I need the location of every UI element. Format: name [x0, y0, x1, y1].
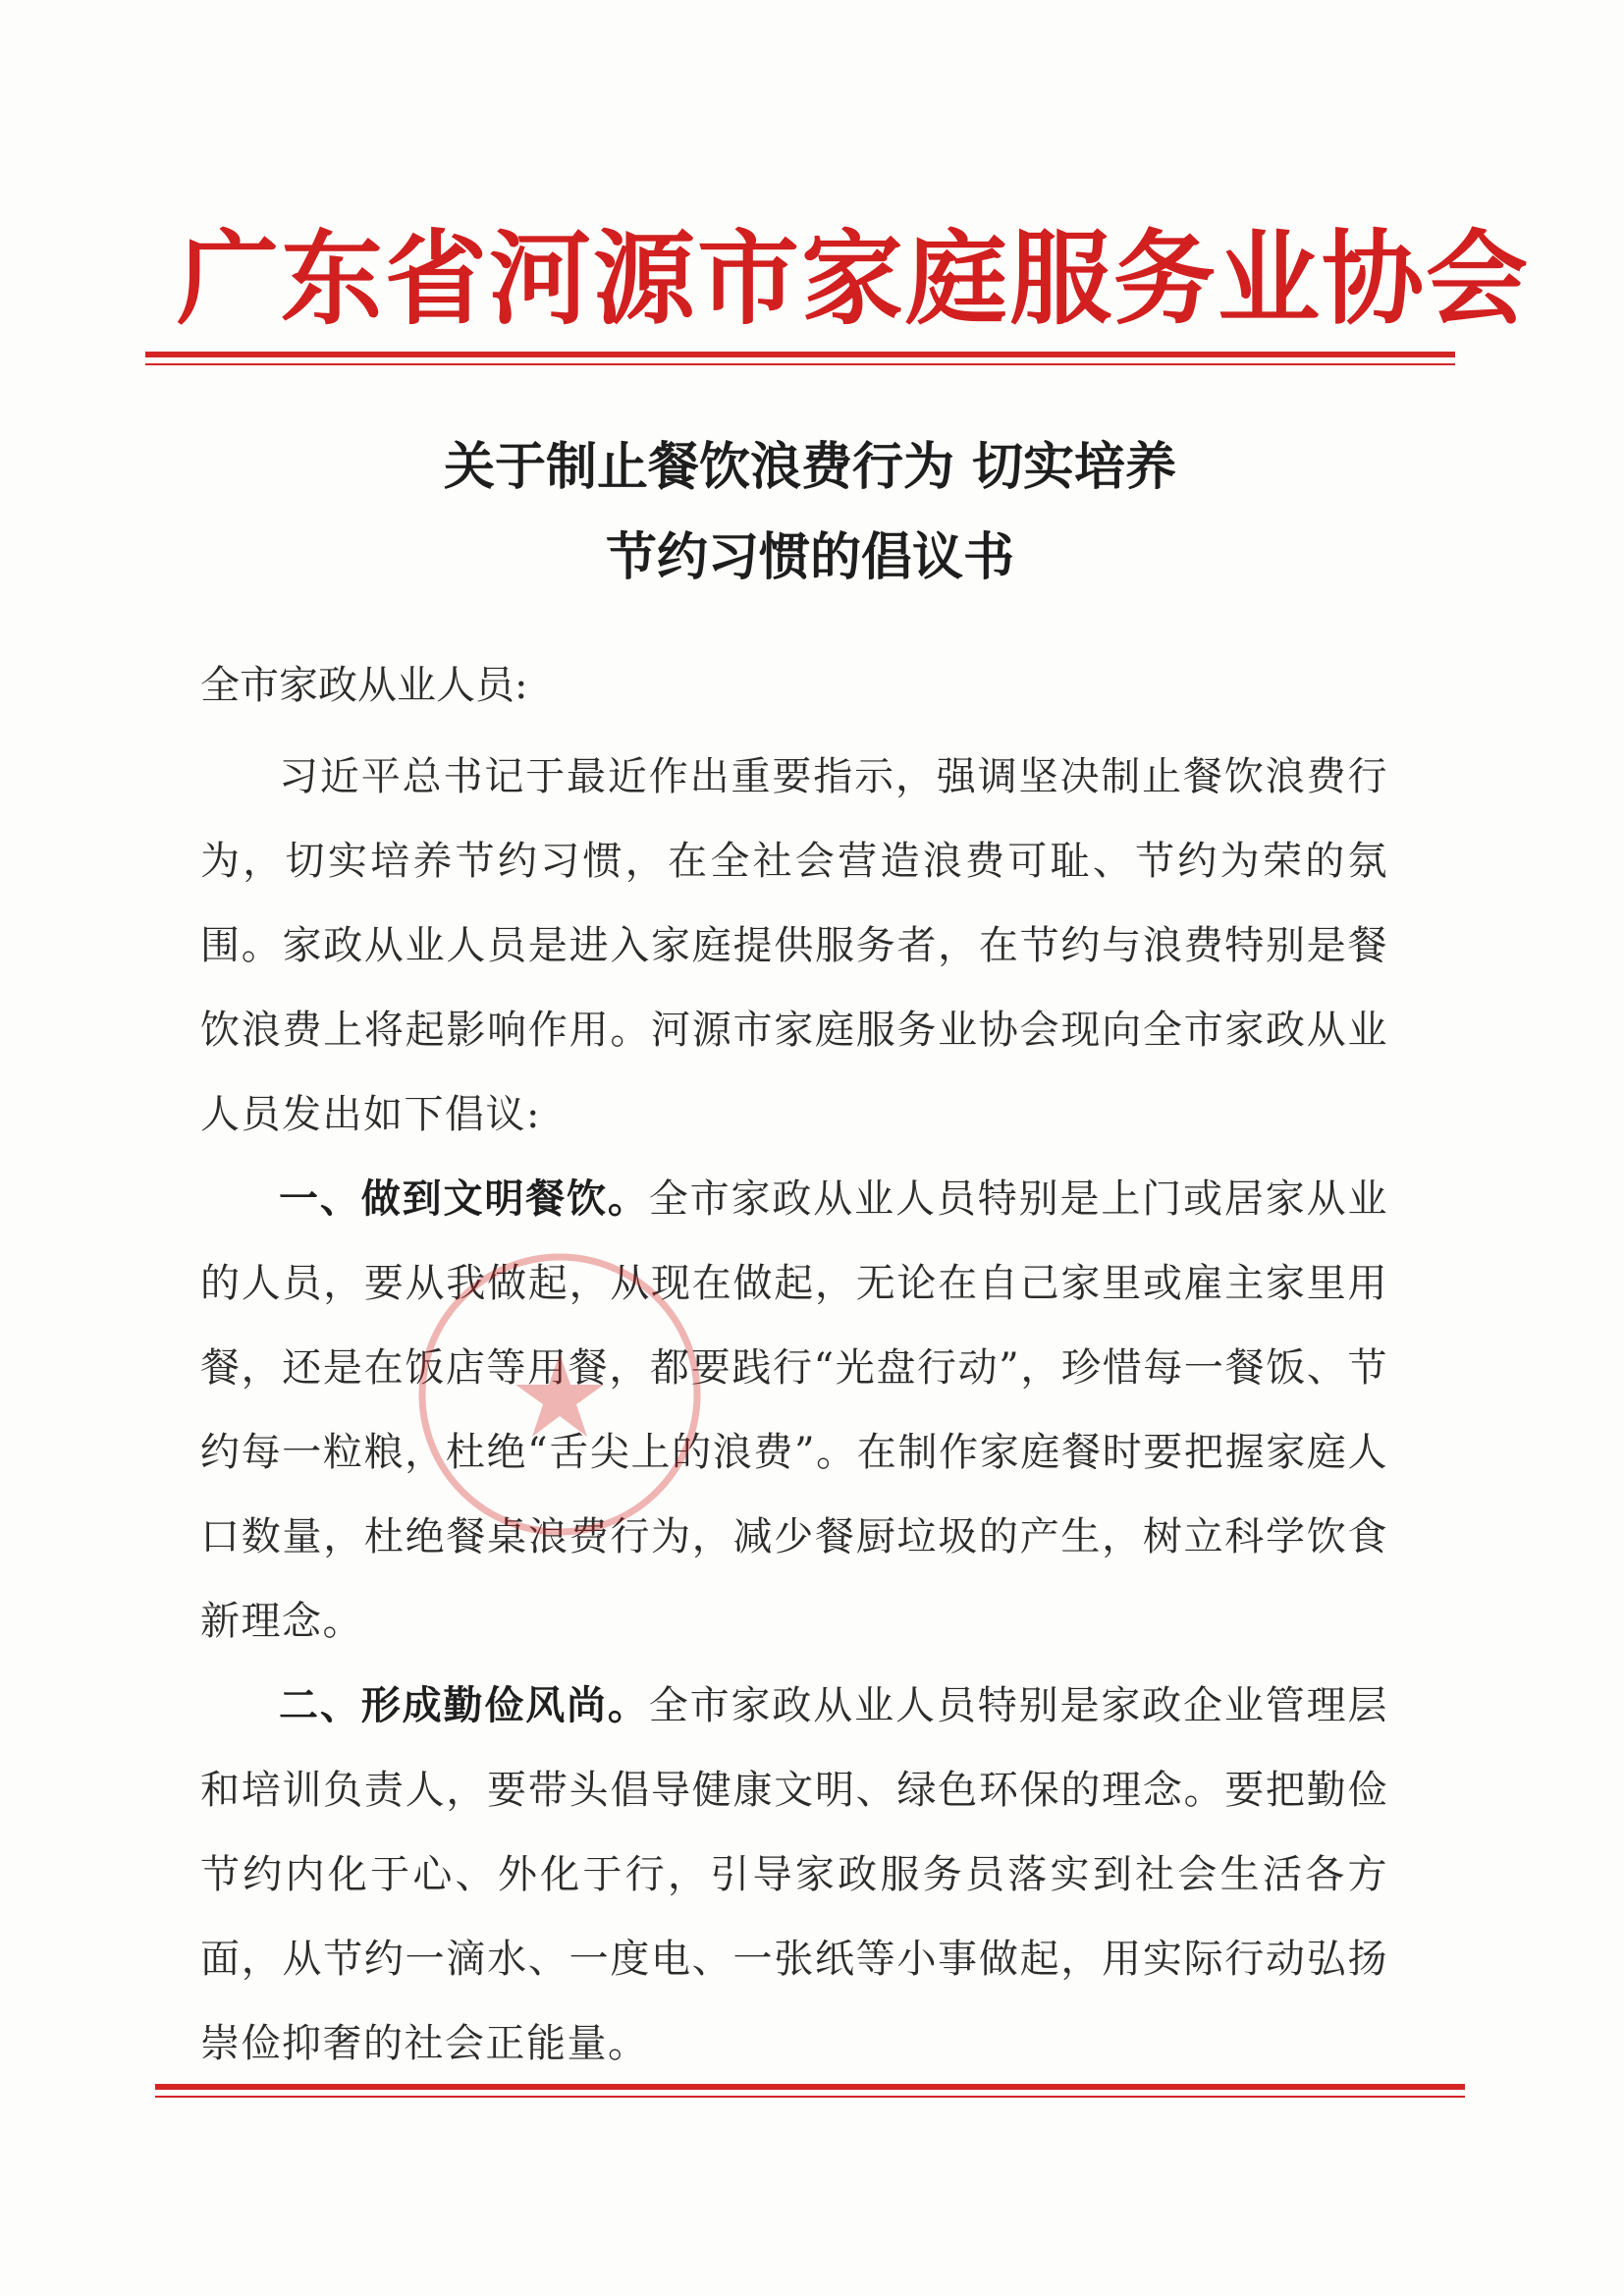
rule-thin-line: [145, 363, 1455, 365]
salutation: 全市家政从业人员:: [200, 663, 528, 708]
point-1-text: 全市家政从业人员特别是上门或居家从业的人员，要从我做起，从现在做起，无论在自己家里或雇主家里用餐，还是在饭店等用餐，都要践行“光盘行动”，珍惜每一餐饭、节约每一粒粮，杜绝“舌尖上的浪费”。在制作家庭餐时要把握家庭人口数量，杜绝餐桌浪费行为，减少餐厨垃圾的产生，树立科学饮食新理念。: [200, 1176, 1389, 1644]
paragraph-point-1: [200, 1157, 1388, 1664]
point-1-heading: 一、做到文明餐饮。: [279, 1176, 649, 1222]
rule-thick-line: [145, 352, 1455, 357]
point-2-heading: 二、形成勤俭风尚。: [279, 1683, 649, 1728]
letterhead-organization-name: 广东省河源市家庭服务业协会: [177, 219, 1531, 339]
document-title-line-1: 关于制止餐饮浪费行为 切实培养: [443, 437, 1177, 497]
paragraph-intro: 习近平总书记于最近作出重要指示，强调坚决制止餐饮浪费行为，切实培养节约习惯，在全社会营造浪费可耻、节约为荣的氛围。家政从业人员是进入家庭提供服务者，在节约与浪费特别是餐饮浪费上将起影响作用。河源市家庭服务业协会现向全市家政从业人员发出如下倡议:: [200, 754, 1388, 1137]
rule-thick-line: [155, 2084, 1465, 2090]
footer-rule: [155, 2084, 1465, 2098]
document-title: [196, 422, 1424, 603]
paragraph-point-2: [200, 1664, 1388, 2086]
letterhead-rule-top: [145, 352, 1455, 365]
rule-thin-line: [155, 2096, 1465, 2098]
document-body: [200, 735, 1388, 2086]
document-title-line-2: 节约习惯的倡议书: [605, 527, 1014, 587]
point-2-text: 全市家政从业人员特别是家政企业管理层和培训负责人，要带头倡导健康文明、绿色环保的理念。要把勤俭节约内化于心、外化于行，引导家政服务员落实到社会生活各方面，从节约一滴水、一度电、一张纸等小事做起，用实际行动弘扬崇俭抑奢的社会正能量。: [200, 1683, 1389, 2066]
